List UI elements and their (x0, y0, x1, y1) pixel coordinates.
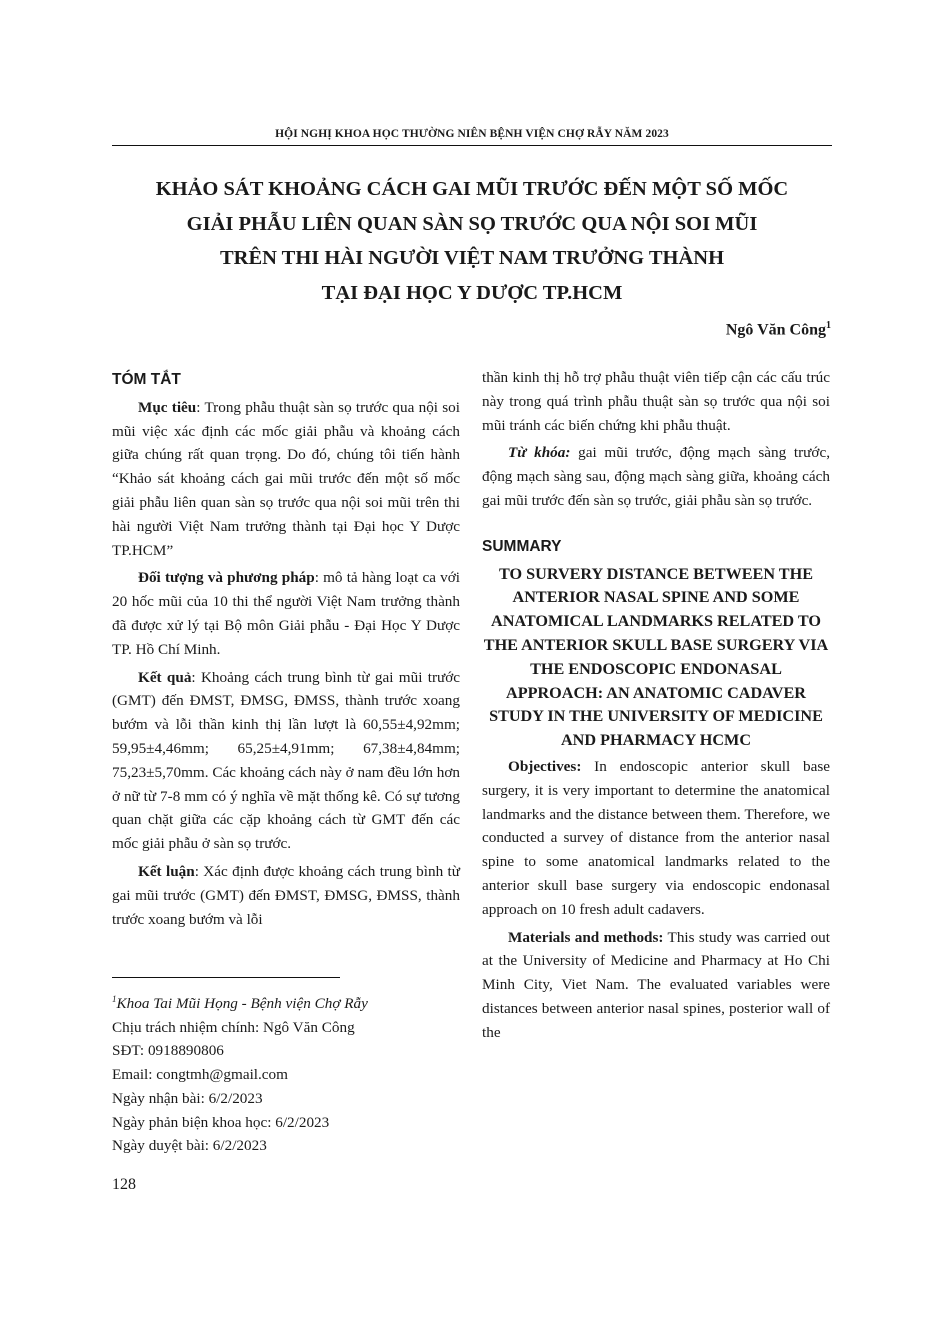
left-column (112, 362, 460, 935)
keywords-text: gai mũi trước, động mạch sàng trước, động mạch sàng sau, động mạch sàng giữa, khoảng cách gai mũi trước đến sàn sọ trước, giải phẫu sàn sọ trước. (482, 444, 830, 509)
abstract-results (112, 666, 460, 856)
abstract-objective (112, 396, 460, 563)
footnote-received: Ngày nhận bài: 6/2/2023 (112, 1089, 263, 1107)
abstract-keywords (482, 441, 830, 512)
summary-methods (482, 926, 830, 1045)
author-affiliation-mark: 1 (826, 320, 831, 331)
keywords-label: Từ khóa: (508, 444, 571, 462)
abstract-heading: TÓM TẮT (112, 371, 181, 388)
methods-label: Đối tượng và phương pháp (138, 569, 315, 587)
author-name: Ngô Văn Công (725, 321, 826, 339)
footnote-reviewed: Ngày phản biện khoa học: 6/2/2023 (112, 1113, 330, 1131)
title-line: TRÊN THI HÀI NGƯỜI VIỆT NAM TRƯỞNG THÀNH (219, 247, 725, 269)
results-label: Kết quả (138, 668, 192, 686)
results-text: : Khoảng cách trung bình từ gai mũi trước (GMT) đến ĐMST, ĐMSG, ĐMSS, thành trước xoang bướm và lỗi thần kinh thị lần lượt là 60,55±4,92mm; 59,95±4,46mm; 65,25±4,91mm; 67,38±4,84mm; 75,23±5,70mm. Các khoảng cách này ở nam đều lớn hơn ở nữ từ 7-8 mm có ý nghĩa về mặt thống kê. Có sự tương quan chặt giữa các cặp khoảng cách từ GMT đến các mốc giải phẫu ở sàn sọ trước. (112, 668, 461, 853)
conclusion-label: Kết luận (138, 862, 195, 880)
methods-text: : mô tả hàng loạt ca với 20 hốc mũi của 10 thi thể người Việt Nam trưởng thành đã được xử lý tại Bộ môn Giải phẫu - Đại Học Y Dược TP. Hồ Chí Minh. (112, 569, 460, 658)
objectives-text: In endoscopic anterior skull base surgery, it is very important to determine the anatomical landmarks and the distance between them. Therefore, we conducted a survey of distance from the anterior nasal spine to some anatomical landmarks related to the anterior skull base surgery via endoscopic endonasal approach on 10 fresh adult cadavers. (482, 757, 830, 918)
affiliation-text: Khoa Tai Mũi Họng - Bệnh viện Chợ Rẫy (116, 995, 368, 1013)
summary-heading: SUMMARY (482, 537, 562, 555)
footnote-accepted: Ngày duyệt bài: 6/2/2023 (112, 1137, 267, 1155)
materials-methods-text: This study was carried out at the University of Medicine and Pharmacy at Ho Chi Minh City, Viet Nam. The evaluated variables were distances between anterior nasal spines, posterior wall of the (482, 928, 830, 1041)
abstract-methods (112, 566, 460, 661)
right-column (482, 366, 830, 1049)
footnote-phone: SĐT: 0918890806 (112, 1042, 224, 1060)
title-line: KHẢO SÁT KHOẢNG CÁCH GAI MŨI TRƯỚC ĐẾN MỘT SỐ MỐC (155, 178, 789, 200)
page-number: 128 (112, 1176, 136, 1193)
article-title (112, 172, 832, 310)
objective-text: : Trong phẫu thuật sàn sọ trước qua nội soi mũi việc xác định các mốc giải phẫu và khoảng cách giữa chúng rất quan trọng. Do đó, chúng tôi tiến hành “Khảo sát khoảng cách gai mũi trước đến một số mốc giải phẫu liên quan sàn sọ trước qua nội soi mũi trên thi hài người Việt Nam trưởng thành tại Đại học Y Dược TP.HCM” (112, 398, 460, 559)
header-rule (112, 145, 832, 146)
objectives-label: Objectives: (508, 757, 582, 775)
abstract-conclusion (112, 860, 460, 931)
author (726, 320, 831, 339)
objective-label: Mục tiêu (138, 398, 197, 416)
title-line: GIẢI PHẪU LIÊN QUAN SÀN SỌ TRƯỚC QUA NỘI SOI MŨI (186, 212, 758, 235)
title-line: TẠI ĐẠI HỌC Y DƯỢC TP.HCM (321, 281, 623, 304)
footnote-rule (112, 977, 340, 978)
footnote-affiliation-mark: 1 (112, 994, 117, 1004)
summary-title: TO SURVERY DISTANCE BETWEEN THE ANTERIOR NASAL SPINE AND SOME ANATOMICAL LANDMARKS RELATED TO THE ANTERIOR SKULL BASE SURGERY VIA THE ENDOSCOPIC ENDONASAL APPROACH: AN ANATOMIC CADAVER STUDY IN THE UNIVERSITY OF MEDICINE AND PHARMACY HCMC (483, 564, 829, 750)
materials-methods-label: Materials and methods: (508, 928, 664, 946)
footnote-email: Email: congtmh@gmail.com (112, 1066, 288, 1084)
conclusion-text: : Xác định được khoảng cách trung bình từ gai mũi trước (GMT) đến ĐMST, ĐMSG, ĐMSS, thành trước xoang bướm và lỗi (112, 862, 460, 928)
footnote-affiliation (112, 988, 368, 1016)
running-header: HỘI NGHỊ KHOA HỌC THƯỜNG NIÊN BỆNH VIỆN CHỢ RẪY NĂM 2023 (275, 128, 669, 140)
summary-objectives (482, 755, 830, 922)
abstract-conclusion-continued: thần kinh thị hỗ trợ phẫu thuật viên tiếp cận các cấu trúc này trong quá trình phẫu thuật sàn sọ trước qua nội soi mũi tránh các biến chứng khi phẫu thuật. (482, 369, 830, 434)
footnotes (112, 988, 368, 1158)
footnote-responsible: Chịu trách nhiệm chính: Ngô Văn Công (112, 1018, 355, 1036)
